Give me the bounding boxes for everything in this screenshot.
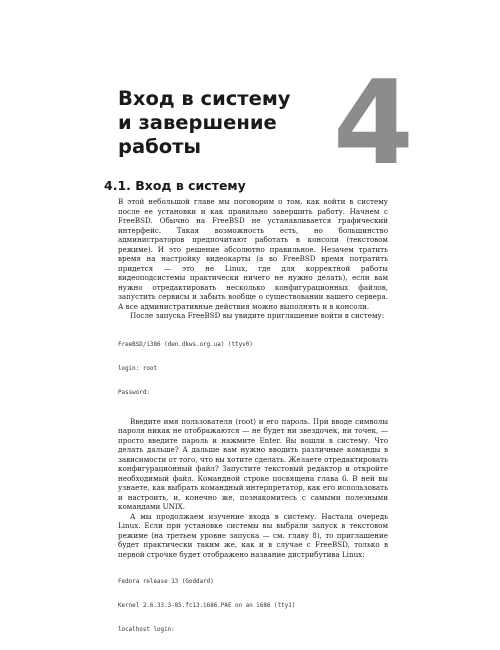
- paragraph-linux: А мы продолжаем изучение входа в систему. Настала очередь Linux. Если при установке системы вы выбрали запуск в текстовом режиме (на третьем уровне запуска — см. главу 8), то приглашение будет практически таким же, как и в случае с FreeBSD, только в первой строчке будет отображено название дистрибутива Linux:: [118, 511, 388, 559]
- code-block-freebsd: [118, 325, 388, 413]
- chapter-title-line1: Вход в систему: [118, 87, 291, 110]
- code-line: Password:: [118, 389, 150, 396]
- code-line: FreeBSD/i386 (den.dkws.org.ua) (ttyv0): [118, 341, 253, 348]
- code-line: localhost login:: [118, 627, 175, 633]
- chapter-number: 4: [333, 56, 414, 191]
- chapter-title-line2: и завершение работы: [118, 111, 277, 158]
- code-block-linux: [118, 562, 388, 650]
- body-text: [118, 197, 388, 650]
- paragraph-enter-credentials: Введите имя пользователя (root) и его пароль. При вводе символы пароля никак не отображаются — не будет ни звездочек, ни точек, — просто введите пароль и нажмите Enter. Вы вошли в систему. Что делать дальше? А дальше вам нужно вводить различные команды в зависимости от того, что вы хотите сделать. Желаете отредактировать конфигурационный файл? Запустите текстовый редактор и откройте необходимый файл. Командной строке посвящена глава 6. В ней вы узнаете, как выбрать командный интерпретатор, как его использовать и настроить, и, конечно же, познакомитесь с самыми полезными командами UNIX.: [118, 416, 388, 511]
- section-heading: 4.1. Вход в систему: [104, 178, 246, 193]
- paragraph-intro: В этой небольшой главе мы поговорим о том, как войти в систему после ее установки и как правильно завершить работу. Начнем с FreeBSD. Обычно на FreeBSD не устанавливается графический интерфейс. Такая возможность есть, но большинство администраторов предпочитают работать в консоли (текстовом режиме). И это решение абсолютно правильное. Незачем тратить время на настройку видеокарты (а во FreeBSD время потратить придется — это не Linux, где для корректной работы видеоподсистемы практически ничего не нужно делать), если вам нужно отредактировать несколько конфигурационных файлов, запустить сервисы и забыть вообще о существовании вашего сервера. А все административные действия можно выполнять и в консоли.: [118, 197, 388, 311]
- code-line: Kernel 2.6.33.3-85.fc13.i686.PAE on an i686 (tty1): [118, 603, 296, 609]
- code-line: login: root: [118, 365, 158, 372]
- paragraph-login-prompt: После запуска FreeBSD вы увидите приглашение войти в систему:: [130, 311, 385, 320]
- chapter-title: [118, 87, 348, 159]
- code-line: Fedora release 13 (Goddard): [118, 579, 214, 585]
